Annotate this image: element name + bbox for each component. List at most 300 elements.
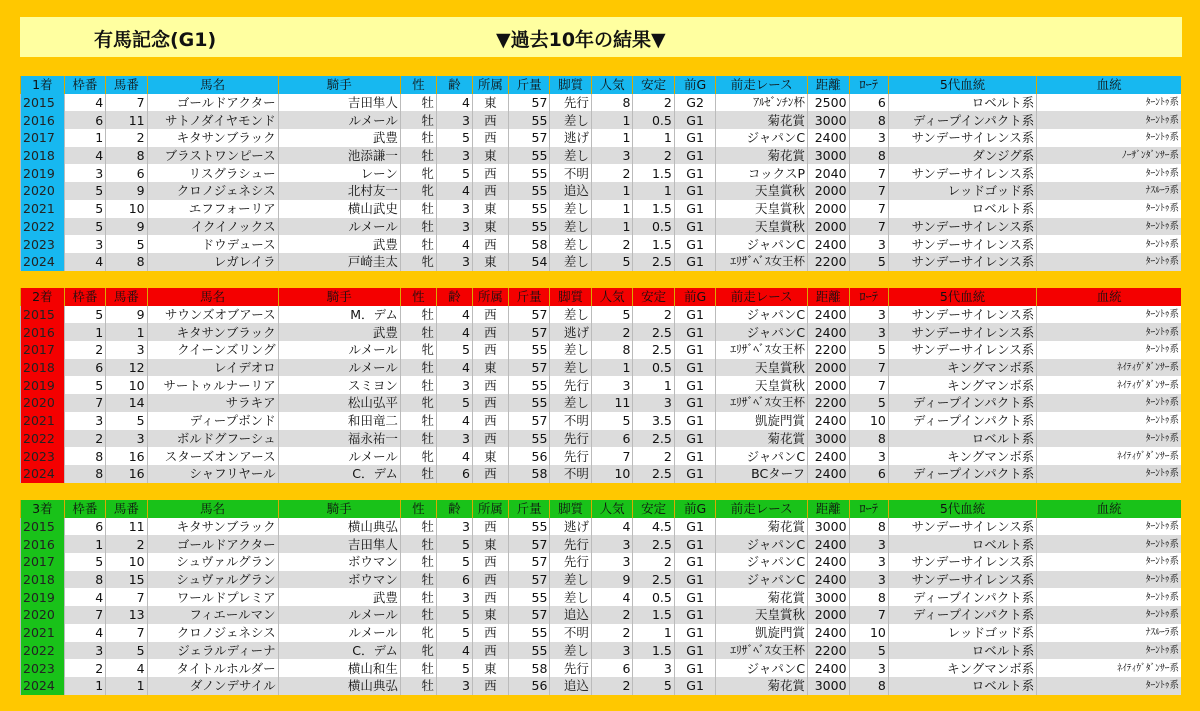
cell-age: 5 [436, 659, 472, 677]
cell-year: 2016 [21, 111, 65, 129]
column-header-weight: 斤量 [508, 288, 549, 306]
cell-rotation: 5 [849, 341, 888, 359]
cell-horse-name: クロノジェネシス [147, 624, 278, 642]
cell-weight: 57 [508, 412, 549, 430]
cell-frame-number: 6 [64, 111, 105, 129]
cell-prev-grade: G1 [674, 642, 715, 660]
column-header-popularity: 人気 [591, 288, 632, 306]
table-row [21, 606, 1182, 624]
cell-stable: 西 [472, 129, 508, 147]
cell-weight: 57 [508, 571, 549, 589]
cell-five-gen-pedigree: サンデーサイレンス系 [888, 218, 1036, 236]
cell-running-style: 先行 [550, 447, 591, 465]
cell-prev-grade: G1 [674, 182, 715, 200]
cell-running-style: 追込 [550, 606, 591, 624]
column-header-jockey: 騎手 [278, 288, 400, 306]
cell-weight: 55 [508, 376, 549, 394]
cell-prev-grade: G1 [674, 218, 715, 236]
cell-sex: 牡 [400, 129, 436, 147]
cell-sire-line: ﾀｰﾝﾄｩ系 [1037, 306, 1181, 324]
cell-five-gen-pedigree: レッドゴッド系 [888, 624, 1036, 642]
cell-jockey: 福永祐一 [278, 430, 400, 448]
cell-stability: 3 [633, 659, 674, 677]
cell-sex: 牡 [400, 606, 436, 624]
cell-age: 3 [436, 430, 472, 448]
cell-popularity: 4 [591, 588, 632, 606]
cell-year: 2021 [21, 624, 65, 642]
cell-running-style: 差し [550, 111, 591, 129]
cell-running-style: 不明 [550, 624, 591, 642]
cell-sire-line: ﾀｰﾝﾄｩ系 [1037, 606, 1181, 624]
cell-frame-number: 6 [64, 359, 105, 377]
cell-age: 3 [436, 588, 472, 606]
cell-age: 4 [436, 182, 472, 200]
cell-distance: 2000 [808, 182, 849, 200]
cell-age: 3 [436, 518, 472, 536]
cell-stability: 2 [633, 553, 674, 571]
cell-stable: 西 [472, 465, 508, 483]
cell-weight: 57 [508, 553, 549, 571]
cell-stable: 東 [472, 447, 508, 465]
cell-rotation: 3 [849, 553, 888, 571]
cell-age: 5 [436, 624, 472, 642]
cell-stability: 1 [633, 129, 674, 147]
cell-rotation: 3 [849, 447, 888, 465]
cell-horse-number: 8 [106, 253, 147, 271]
cell-frame-number: 8 [64, 571, 105, 589]
cell-distance: 2000 [808, 606, 849, 624]
cell-jockey: 横山和生 [278, 659, 400, 677]
cell-running-style: 先行 [550, 553, 591, 571]
cell-frame-number: 3 [64, 642, 105, 660]
cell-prev-grade: G1 [674, 465, 715, 483]
cell-distance: 3000 [808, 111, 849, 129]
cell-horse-number: 7 [106, 94, 147, 112]
cell-horse-name: ディープボンド [147, 412, 278, 430]
cell-frame-number: 4 [64, 94, 105, 112]
cell-age: 5 [436, 341, 472, 359]
cell-prev-race: ｴﾘｻﾞﾍﾞｽ女王杯 [716, 341, 808, 359]
cell-popularity: 3 [591, 553, 632, 571]
cell-frame-number: 2 [64, 430, 105, 448]
cell-popularity: 5 [591, 306, 632, 324]
cell-prev-race: 菊花賞 [716, 518, 808, 536]
cell-stability: 2.5 [633, 571, 674, 589]
table-row [21, 200, 1182, 218]
cell-horse-name: キタサンブラック [147, 129, 278, 147]
cell-running-style: 先行 [550, 94, 591, 112]
column-header-popularity: 人気 [591, 500, 632, 518]
cell-year: 2017 [21, 553, 65, 571]
cell-horse-name: サトノダイヤモンド [147, 111, 278, 129]
cell-popularity: 6 [591, 659, 632, 677]
cell-sire-line: ﾀｰﾝﾄｩ系 [1037, 642, 1181, 660]
cell-stable: 東 [472, 253, 508, 271]
cell-sex: 牝 [400, 182, 436, 200]
cell-five-gen-pedigree: サンデーサイレンス系 [888, 129, 1036, 147]
column-header-rotation: ﾛｰﾃ [849, 76, 888, 94]
cell-sex: 牝 [400, 253, 436, 271]
cell-stable: 西 [472, 235, 508, 253]
cell-frame-number: 4 [64, 588, 105, 606]
cell-rotation: 6 [849, 465, 888, 483]
cell-frame-number: 7 [64, 606, 105, 624]
cell-age: 3 [436, 218, 472, 236]
cell-running-style: 差し [550, 200, 591, 218]
cell-age: 4 [436, 642, 472, 660]
cell-sire-line: ﾀｰﾝﾄｩ系 [1037, 253, 1181, 271]
table-row [21, 412, 1182, 430]
cell-stability: 2.5 [633, 253, 674, 271]
cell-stability: 0.5 [633, 588, 674, 606]
cell-sire-line: ﾀｰﾝﾄｩ系 [1037, 677, 1181, 695]
table-row [21, 394, 1182, 412]
cell-weight: 57 [508, 606, 549, 624]
cell-year: 2015 [21, 306, 65, 324]
cell-five-gen-pedigree: レッドゴッド系 [888, 182, 1036, 200]
cell-stable: 西 [472, 182, 508, 200]
cell-horse-number: 12 [106, 359, 147, 377]
cell-running-style: 差し [550, 341, 591, 359]
rank-label: 2着 [21, 288, 65, 306]
cell-jockey: 武豊 [278, 235, 400, 253]
cell-year: 2019 [21, 376, 65, 394]
column-header-distance: 距離 [808, 76, 849, 94]
cell-year: 2015 [21, 94, 65, 112]
cell-frame-number: 7 [64, 394, 105, 412]
cell-stable: 西 [472, 677, 508, 695]
cell-prev-race: 天皇賞秋 [716, 218, 808, 236]
cell-frame-number: 1 [64, 677, 105, 695]
cell-age: 3 [436, 677, 472, 695]
cell-sex: 牝 [400, 164, 436, 182]
cell-prev-grade: G1 [674, 677, 715, 695]
cell-running-style: 差し [550, 394, 591, 412]
cell-sex: 牡 [400, 306, 436, 324]
cell-sex: 牡 [400, 518, 436, 536]
cell-prev-race: ジャパンC [716, 553, 808, 571]
cell-jockey: ルメール [278, 606, 400, 624]
cell-horse-name: クイーンズリング [147, 341, 278, 359]
cell-stable: 東 [472, 94, 508, 112]
cell-stability: 2.5 [633, 341, 674, 359]
cell-jockey: 武豊 [278, 323, 400, 341]
cell-rotation: 5 [849, 642, 888, 660]
cell-distance: 3000 [808, 677, 849, 695]
table-row [21, 642, 1182, 660]
cell-five-gen-pedigree: サンデーサイレンス系 [888, 235, 1036, 253]
cell-popularity: 9 [591, 571, 632, 589]
cell-horse-number: 3 [106, 341, 147, 359]
cell-distance: 3000 [808, 588, 849, 606]
cell-horse-number: 1 [106, 677, 147, 695]
column-header-frame-number: 枠番 [64, 76, 105, 94]
cell-horse-number: 16 [106, 465, 147, 483]
cell-stability: 2.5 [633, 465, 674, 483]
cell-five-gen-pedigree: ディープインパクト系 [888, 412, 1036, 430]
table-row [21, 677, 1182, 695]
cell-horse-number: 11 [106, 518, 147, 536]
cell-age: 3 [436, 376, 472, 394]
cell-prev-race: ジャパンC [716, 571, 808, 589]
cell-five-gen-pedigree: サンデーサイレンス系 [888, 323, 1036, 341]
cell-age: 4 [436, 306, 472, 324]
cell-rotation: 8 [849, 430, 888, 448]
cell-five-gen-pedigree: サンデーサイレンス系 [888, 306, 1036, 324]
cell-five-gen-pedigree: サンデーサイレンス系 [888, 253, 1036, 271]
cell-rotation: 8 [849, 677, 888, 695]
cell-prev-grade: G1 [674, 147, 715, 165]
cell-prev-grade: G1 [674, 164, 715, 182]
cell-horse-number: 5 [106, 235, 147, 253]
column-header-prev-race: 前走レース [716, 288, 808, 306]
cell-distance: 2400 [808, 465, 849, 483]
cell-jockey: スミヨン [278, 376, 400, 394]
cell-sire-line: ﾀｰﾝﾄｩ系 [1037, 94, 1181, 112]
cell-weight: 57 [508, 306, 549, 324]
cell-age: 5 [436, 606, 472, 624]
cell-horse-name: フィエールマン [147, 606, 278, 624]
cell-frame-number: 5 [64, 306, 105, 324]
cell-year: 2024 [21, 677, 65, 695]
cell-horse-name: サラキア [147, 394, 278, 412]
cell-jockey: 横山典弘 [278, 518, 400, 536]
cell-sire-line: ﾀｰﾝﾄｩ系 [1037, 518, 1181, 536]
cell-horse-name: シャフリヤール [147, 465, 278, 483]
cell-rotation: 7 [849, 218, 888, 236]
cell-horse-number: 2 [106, 535, 147, 553]
cell-sex: 牝 [400, 447, 436, 465]
cell-rotation: 3 [849, 571, 888, 589]
cell-age: 4 [436, 447, 472, 465]
cell-popularity: 8 [591, 94, 632, 112]
cell-weight: 58 [508, 235, 549, 253]
cell-five-gen-pedigree: ディープインパクト系 [888, 588, 1036, 606]
cell-running-style: 先行 [550, 376, 591, 394]
results-table-first [20, 76, 1181, 271]
cell-rotation: 7 [849, 200, 888, 218]
cell-age: 5 [436, 553, 472, 571]
cell-distance: 2400 [808, 323, 849, 341]
cell-horse-number: 1 [106, 323, 147, 341]
table-header-row [21, 76, 1182, 94]
column-header-running-style: 脚質 [550, 288, 591, 306]
column-header-horse-name: 馬名 [147, 500, 278, 518]
cell-stability: 1 [633, 376, 674, 394]
cell-stability: 1.5 [633, 606, 674, 624]
table-row [21, 376, 1182, 394]
cell-popularity: 2 [591, 606, 632, 624]
cell-horse-name: レガレイラ [147, 253, 278, 271]
table-row [21, 465, 1182, 483]
cell-five-gen-pedigree: キングマンボ系 [888, 359, 1036, 377]
cell-rotation: 7 [849, 606, 888, 624]
cell-running-style: 先行 [550, 659, 591, 677]
cell-stable: 東 [472, 200, 508, 218]
cell-horse-number: 6 [106, 164, 147, 182]
cell-five-gen-pedigree: サンデーサイレンス系 [888, 571, 1036, 589]
cell-stability: 0.5 [633, 218, 674, 236]
cell-running-style: 逃げ [550, 129, 591, 147]
cell-sire-line: ﾀｰﾝﾄｩ系 [1037, 430, 1181, 448]
cell-prev-race: ジャパンC [716, 323, 808, 341]
cell-distance: 2200 [808, 642, 849, 660]
cell-sire-line: ﾀｰﾝﾄｩ系 [1037, 412, 1181, 430]
cell-year: 2020 [21, 182, 65, 200]
cell-weight: 58 [508, 465, 549, 483]
cell-stability: 1 [633, 624, 674, 642]
table-row [21, 430, 1182, 448]
cell-weight: 54 [508, 253, 549, 271]
cell-stability: 3.5 [633, 412, 674, 430]
cell-horse-name: レイデオロ [147, 359, 278, 377]
table-row [21, 218, 1182, 236]
cell-popularity: 11 [591, 394, 632, 412]
cell-stability: 2 [633, 447, 674, 465]
cell-five-gen-pedigree: ディープインパクト系 [888, 606, 1036, 624]
cell-popularity: 2 [591, 624, 632, 642]
cell-horse-name: クロノジェネシス [147, 182, 278, 200]
cell-popularity: 4 [591, 518, 632, 536]
cell-running-style: 差し [550, 218, 591, 236]
cell-horse-name: ゴールドアクター [147, 94, 278, 112]
cell-distance: 2000 [808, 218, 849, 236]
cell-frame-number: 4 [64, 253, 105, 271]
cell-prev-race: BCターフ [716, 465, 808, 483]
cell-stability: 4.5 [633, 518, 674, 536]
table-row [21, 253, 1182, 271]
column-header-five-gen-pedigree: 5代血統 [888, 500, 1036, 518]
cell-distance: 2400 [808, 129, 849, 147]
cell-rotation: 7 [849, 376, 888, 394]
cell-jockey: 吉田隼人 [278, 94, 400, 112]
table-row [21, 588, 1182, 606]
cell-year: 2023 [21, 659, 65, 677]
cell-sex: 牡 [400, 535, 436, 553]
cell-sire-line: ﾀｰﾝﾄｩ系 [1037, 535, 1181, 553]
cell-horse-name: ワールドプレミア [147, 588, 278, 606]
cell-weight: 55 [508, 430, 549, 448]
cell-rotation: 3 [849, 535, 888, 553]
cell-stable: 西 [472, 624, 508, 642]
cell-stability: 5 [633, 677, 674, 695]
column-header-rotation: ﾛｰﾃ [849, 288, 888, 306]
table-row [21, 235, 1182, 253]
column-header-stable: 所属 [472, 76, 508, 94]
cell-prev-race: ジャパンC [716, 447, 808, 465]
cell-sire-line: ﾅｽﾙｰﾗ系 [1037, 624, 1181, 642]
cell-sire-line: ﾀｰﾝﾄｩ系 [1037, 571, 1181, 589]
cell-prev-race: 菊花賞 [716, 111, 808, 129]
table-row [21, 306, 1182, 324]
cell-horse-name: サートゥルナーリア [147, 376, 278, 394]
cell-prev-grade: G1 [674, 430, 715, 448]
cell-horse-name: エフフォーリア [147, 200, 278, 218]
cell-stable: 西 [472, 111, 508, 129]
cell-horse-number: 8 [106, 147, 147, 165]
rank-label: 1着 [21, 76, 65, 94]
cell-popularity: 5 [591, 412, 632, 430]
cell-popularity: 7 [591, 447, 632, 465]
cell-rotation: 8 [849, 147, 888, 165]
cell-five-gen-pedigree: ロベルト系 [888, 94, 1036, 112]
cell-rotation: 8 [849, 518, 888, 536]
cell-jockey: 戸崎圭太 [278, 253, 400, 271]
table-row [21, 518, 1182, 536]
cell-stable: 東 [472, 535, 508, 553]
cell-year: 2020 [21, 606, 65, 624]
cell-prev-race: ｴﾘｻﾞﾍﾞｽ女王杯 [716, 253, 808, 271]
cell-sex: 牡 [400, 553, 436, 571]
cell-rotation: 6 [849, 94, 888, 112]
cell-weight: 57 [508, 129, 549, 147]
cell-horse-number: 14 [106, 394, 147, 412]
column-header-prev-grade: 前G [674, 76, 715, 94]
cell-running-style: 不明 [550, 465, 591, 483]
cell-sire-line: ﾀｰﾝﾄｩ系 [1037, 218, 1181, 236]
cell-jockey: ルメール [278, 359, 400, 377]
cell-popularity: 1 [591, 129, 632, 147]
cell-year: 2023 [21, 447, 65, 465]
cell-stable: 西 [472, 642, 508, 660]
cell-prev-grade: G2 [674, 94, 715, 112]
table-row [21, 182, 1182, 200]
cell-jockey: ボウマン [278, 553, 400, 571]
cell-stability: 2.5 [633, 430, 674, 448]
cell-stability: 1.5 [633, 200, 674, 218]
cell-popularity: 2 [591, 323, 632, 341]
cell-horse-name: ボルドグフーシュ [147, 430, 278, 448]
table-row [21, 111, 1182, 129]
cell-stable: 西 [472, 518, 508, 536]
cell-prev-race: コックスP [716, 164, 808, 182]
cell-popularity: 3 [591, 147, 632, 165]
column-header-weight: 斤量 [508, 76, 549, 94]
cell-popularity: 3 [591, 376, 632, 394]
cell-rotation: 3 [849, 659, 888, 677]
cell-weight: 55 [508, 111, 549, 129]
cell-prev-grade: G1 [674, 306, 715, 324]
cell-year: 2018 [21, 147, 65, 165]
cell-running-style: 不明 [550, 412, 591, 430]
cell-age: 5 [436, 535, 472, 553]
cell-age: 6 [436, 571, 472, 589]
column-header-weight: 斤量 [508, 500, 549, 518]
cell-distance: 3000 [808, 147, 849, 165]
cell-frame-number: 2 [64, 341, 105, 359]
cell-stability: 0.5 [633, 111, 674, 129]
cell-prev-grade: G1 [674, 376, 715, 394]
cell-jockey: 北村友一 [278, 182, 400, 200]
cell-year: 2019 [21, 164, 65, 182]
cell-horse-name: スターズオンアース [147, 447, 278, 465]
cell-sire-line: ﾀｰﾝﾄｩ系 [1037, 553, 1181, 571]
cell-prev-grade: G1 [674, 553, 715, 571]
cell-horse-name: キタサンブラック [147, 323, 278, 341]
cell-prev-race: 天皇賞秋 [716, 359, 808, 377]
cell-jockey: ルメール [278, 111, 400, 129]
cell-five-gen-pedigree: ロベルト系 [888, 677, 1036, 695]
column-header-age: 齢 [436, 76, 472, 94]
cell-horse-number: 9 [106, 306, 147, 324]
cell-stable: 西 [472, 341, 508, 359]
cell-rotation: 3 [849, 129, 888, 147]
cell-popularity: 2 [591, 164, 632, 182]
column-header-sire-line: 血統 [1037, 288, 1181, 306]
rank-label: 3着 [21, 500, 65, 518]
cell-weight: 55 [508, 642, 549, 660]
cell-distance: 2400 [808, 447, 849, 465]
